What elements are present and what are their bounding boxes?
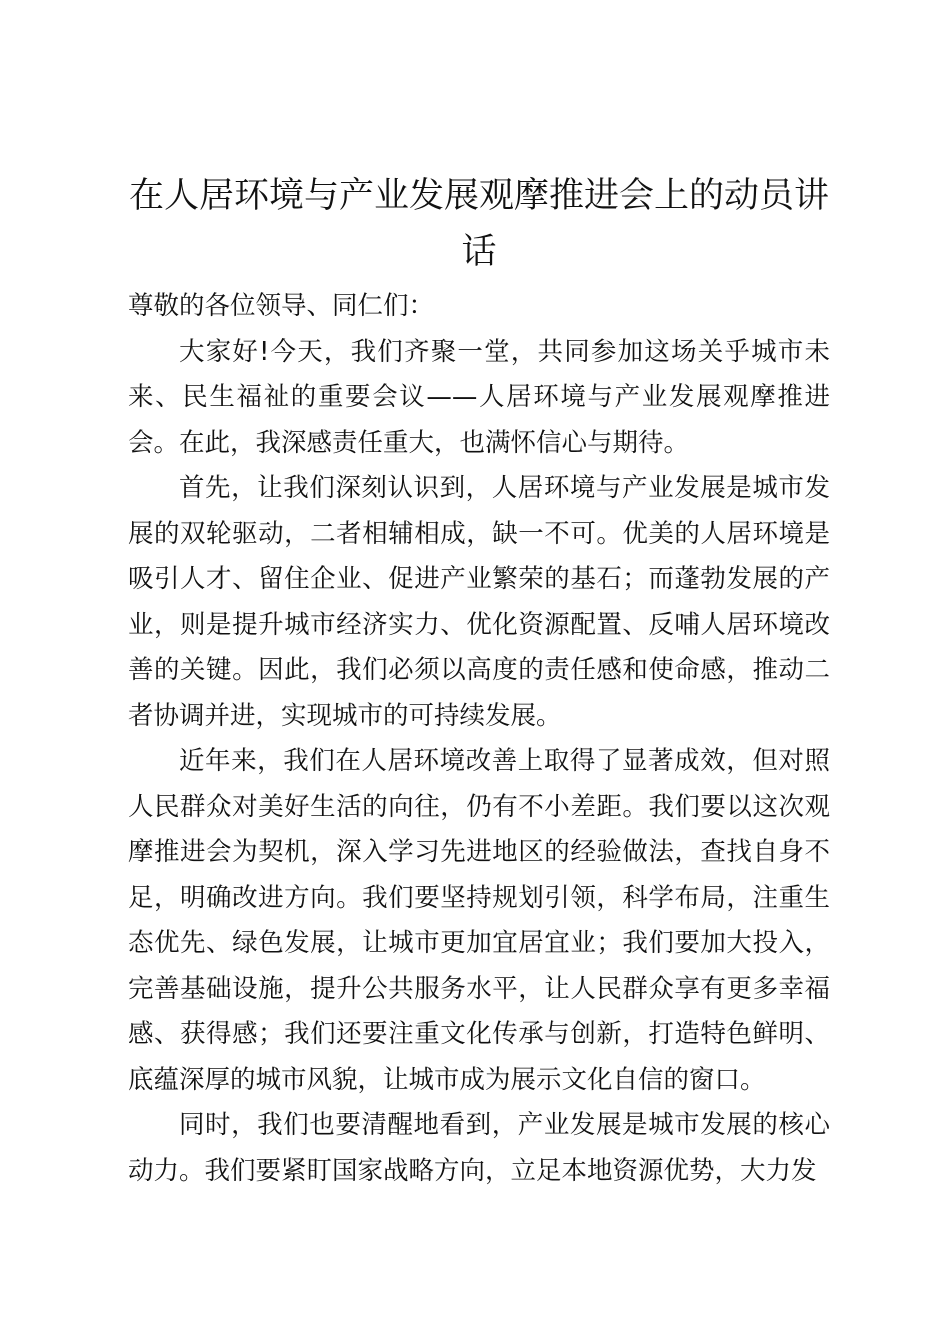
paragraph-3: 近年来，我们在人居环境改善上取得了显著成效，但对照人民群众对美好生活的向往，仍有不小差距。我们要以这次观摩推进会为契机，深入学习先进地区的经验做法，查找自身不足，明确改进方向。我们要坚持规划引领，科学布局，注重生态优先、绿色发展，让城市更加宜居宜业；我们要加大投入，完善基础设施，提升公共服务水平，让人民群众享有更多幸福感、获得感；我们还要注重文化传承与创新，打造特色鲜明、底蕴深厚的城市风貌，让城市成为展示文化自信的窗口。 (128, 746, 830, 1095)
document-title: 在人居环境与产业发展观摩推进会上的动员讲话 (128, 176, 829, 272)
paragraph-2: 首先，让我们深刻认识到，人居环境与产业发展是城市发展的双轮驱动，二者相辅相成，缺一不可。优美的人居环境是吸引人才、留住企业、促进产业繁荣的基石；而蓬勃发展的产业，则是提升城市经济实力、优化资源配置、反哺人居环境改善的关键。因此，我们必须以高度的责任感和使命感，推动二者协调并进，实现城市的可持续发展。 (128, 473, 830, 731)
document-page (128, 168, 830, 1194)
salutation: 尊敬的各位领导、同仁们： (128, 291, 435, 321)
paragraph-4: 同时，我们也要清醒地看到，产业发展是城市发展的核心动力。我们要紧盯国家战略方向，立足本地资源优势，大力发 (128, 1110, 830, 1186)
paragraph-1: 大家好!今天，我们齐聚一堂，共同参加这场关乎城市未来、民生福祉的重要会议——人居环境与产业发展观摩推进会。在此，我深感责任重大，也满怀信心与期待。 (128, 336, 830, 458)
